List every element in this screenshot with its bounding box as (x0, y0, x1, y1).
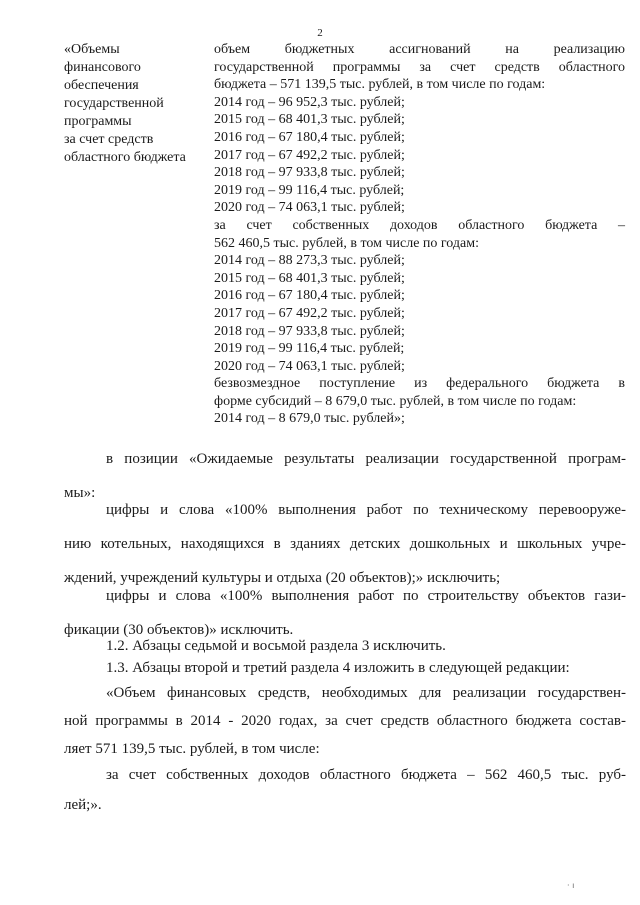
table-right-line: бюджета – 571 139,5 тыс. рублей, в том числе по годам: (214, 77, 546, 93)
table-right-line: объем бюджетных ассигнований на реализацию (214, 42, 625, 57)
table-right-line: 2016 год – 67 180,4 тыс. рублей; (214, 129, 405, 145)
table-right-line: 2014 год – 96 952,3 тыс. рублей; (214, 94, 405, 110)
table-right-line: 2017 год – 67 492,2 тыс. рублей; (214, 305, 405, 321)
table-right-column (214, 41, 625, 428)
table-right-line: 2019 год – 99 116,4 тыс. рублей; (214, 182, 405, 198)
page-number: 2 (317, 27, 323, 39)
table-left-column (64, 41, 204, 167)
left-line: финансового (64, 60, 141, 75)
left-line: государственной (64, 96, 164, 111)
table-right-line: 2020 год – 74 063,1 тыс. рублей; (214, 358, 405, 374)
table-right-line: 2018 год – 97 933,8 тыс. рублей; (214, 323, 405, 339)
scan-mark: · ı (567, 881, 575, 890)
text-line: цифры и слова «100% выполнения работ по строительству объектов гази- (106, 588, 626, 604)
text-line: ляет 571 139,5 тыс. рублей, в том числе: (64, 741, 320, 757)
text-line: ной программы в 2014 - 2020 годах, за счет средств областного бюджета состав- (64, 713, 626, 729)
left-line: за счет средств (64, 132, 154, 147)
table-right-line: 2018 год – 97 933,8 тыс. рублей; (214, 165, 405, 181)
text-line: лей;». (64, 797, 102, 813)
left-line: «Объемы (64, 42, 120, 57)
paragraph-own-revenues (64, 760, 626, 820)
table-right-line: 2014 год – 8 679,0 тыс. рублей»; (214, 411, 405, 427)
table-right-line: государственной программы за счет средств областного (214, 59, 625, 75)
text-line: 1.2. Абзацы седьмой и восьмой раздела 3 исключить. (106, 638, 446, 654)
paragraph-funding-volume (64, 679, 626, 763)
text-line: фикации (30 объектов)» исключить. (64, 622, 294, 638)
text-line: в позиции «Ожидаемые результаты реализации государственной програм- (106, 451, 626, 467)
table-right-line: 2017 год – 67 492,2 тыс. рублей; (214, 147, 405, 163)
table-right-line: 2015 год – 68 401,3 тыс. рублей; (214, 270, 405, 286)
table-right-line: за счет собственных доходов областного бюджета – (214, 217, 625, 233)
text-line: цифры и слова «100% выполнения работ по техническому перевооруже- (106, 502, 626, 518)
text-line: «Объем финансовых средств, необходимых для реализации государствен- (106, 685, 626, 701)
table-right-line: форме субсидий – 8 679,0 тыс. рублей, в том числе по годам: (214, 393, 577, 409)
text-line: 1.3. Абзацы второй и третий раздела 4 изложить в следующей редакции: (106, 660, 570, 676)
table-right-line: 2016 год – 67 180,4 тыс. рублей; (214, 288, 405, 304)
left-line: обеспечения (64, 78, 139, 93)
text-line: ждений, учреждений культуры и отдыха (20 объектов);» исключить; (64, 570, 501, 586)
text-line: мы»: (64, 485, 96, 501)
text-line: за счет собственных доходов областного бюджета – 562 460,5 тыс. руб- (106, 767, 626, 783)
table-right-line: 2019 год – 99 116,4 тыс. рублей; (214, 341, 405, 357)
table-right-line: 2014 год – 88 273,3 тыс. рублей; (214, 253, 405, 269)
table-right-line: 2020 год – 74 063,1 тыс. рублей; (214, 200, 405, 216)
left-line: областного бюджета (64, 150, 186, 165)
text-line: нию котельных, находящихся в зданиях детских дошкольных и школьных учре- (64, 536, 626, 552)
left-line: программы (64, 114, 132, 129)
table-right-line: безвозмездное поступление из федерального бюджета в (214, 376, 625, 392)
table-right-line: 562 460,5 тыс. рублей, в том числе по годам: (214, 235, 479, 251)
table-right-line: 2015 год – 68 401,3 тыс. рублей; (214, 112, 405, 128)
